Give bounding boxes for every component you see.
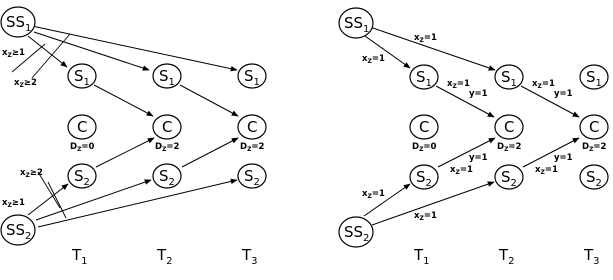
svg-text:S2: $S_2$ bbox=[159, 167, 175, 188]
svg-text:S2: $S_2$ bbox=[501, 168, 517, 189]
svg-text:C: C bbox=[589, 118, 600, 136]
label-cut-bottom-1: $x_Z\ge 2$ bbox=[20, 168, 43, 179]
label-cut-top-2: $x_Z\ge 2$ bbox=[14, 78, 37, 89]
svg-text:C: C bbox=[162, 118, 173, 136]
node-s1-t1 bbox=[410, 65, 438, 89]
edge-s1-c-t2 bbox=[94, 85, 153, 116]
label-flow-ss2-t2: $x_Z=1$ bbox=[414, 211, 437, 222]
svg-text:S2: $S_2$ bbox=[244, 167, 260, 188]
node-c-t2 bbox=[153, 115, 181, 139]
node-c-t3 bbox=[580, 115, 608, 139]
node-s1-t1 bbox=[68, 64, 96, 88]
node-s1-t3 bbox=[238, 64, 266, 88]
edge-ss1-s1-t2 bbox=[34, 32, 149, 70]
node-c-t3 bbox=[238, 115, 266, 139]
node-ss2 bbox=[339, 217, 373, 247]
period-label-t1: $T_1$ bbox=[414, 246, 430, 267]
svg-text:C: C bbox=[419, 118, 430, 136]
label-demand-c-t2: $D_Z=2$ bbox=[497, 142, 522, 153]
edge-ss2-s2-t3 bbox=[38, 180, 237, 227]
edge-s2-c-t3 bbox=[182, 138, 238, 167]
svg-text:S1: $S_1$ bbox=[159, 67, 175, 88]
svg-text:SS1: $SS_1$ bbox=[6, 13, 32, 34]
label-demand-c-t1: $D_Z=0$ bbox=[412, 142, 437, 153]
svg-text:SS2: $SS_2$ bbox=[344, 223, 370, 244]
node-ss2 bbox=[1, 215, 35, 245]
svg-text:S1: $S_1$ bbox=[244, 67, 260, 88]
label-flow-s1-c-t3-x: $x_Z=1$ bbox=[532, 79, 555, 90]
period-label-t2: $T_2$ bbox=[157, 246, 173, 267]
period-label-t2: $T_2$ bbox=[499, 246, 515, 267]
node-s2-t2 bbox=[495, 165, 523, 189]
node-s1-t2 bbox=[153, 64, 181, 88]
label-flow-s1-c-t2-y: y=1 bbox=[469, 89, 488, 99]
node-s2-t1 bbox=[68, 164, 96, 188]
svg-text:SS1: $SS_1$ bbox=[344, 14, 370, 35]
node-c-t1 bbox=[410, 115, 438, 139]
label-flow-s1-c-t2-x: $x_Z=1$ bbox=[447, 79, 470, 90]
node-ss1 bbox=[339, 8, 373, 38]
label-cut-top-1: $x_Z\ge 1$ bbox=[2, 48, 25, 59]
label-flow-ss1-t1: $x_Z=1$ bbox=[362, 54, 385, 65]
node-s1-t3 bbox=[580, 65, 608, 89]
label-flow-s2-c-t2-y: y=1 bbox=[469, 153, 488, 163]
node-s2-t3 bbox=[580, 165, 608, 189]
label-flow-ss1-t2: $x_Z=1$ bbox=[414, 33, 437, 44]
node-c-t2 bbox=[495, 115, 523, 139]
period-label-t1: $T_1$ bbox=[72, 246, 88, 267]
label-flow-s2-c-t3-x: $x_Z=1$ bbox=[535, 165, 558, 176]
period-label-t3: $T_3$ bbox=[242, 246, 258, 267]
node-c-t1 bbox=[68, 115, 96, 139]
edge-s2-c-t2 bbox=[96, 138, 154, 167]
left-diagram bbox=[1, 7, 266, 267]
right-diagram bbox=[339, 8, 608, 267]
label-flow-s2-c-t3-y: y=1 bbox=[554, 153, 573, 163]
node-ss1 bbox=[1, 7, 35, 37]
node-s2-t3 bbox=[238, 164, 266, 188]
label-demand-c-t3: $D_Z=2$ bbox=[240, 142, 265, 153]
period-label-t3: $T_3$ bbox=[584, 246, 600, 267]
svg-text:S2: $S_2$ bbox=[416, 168, 432, 189]
svg-text:S1: $S_1$ bbox=[74, 67, 90, 88]
svg-text:SS2: $SS_2$ bbox=[6, 221, 32, 242]
svg-text:S2: $S_2$ bbox=[74, 167, 90, 188]
svg-text:S1: $S_1$ bbox=[586, 68, 602, 89]
cut-mark-top-2 bbox=[32, 34, 70, 78]
label-flow-ss2-t1: $x_Z=1$ bbox=[362, 189, 385, 200]
svg-text:S1: $S_1$ bbox=[416, 68, 432, 89]
label-demand-c-t2: $D_Z=2$ bbox=[155, 142, 180, 153]
node-s2-t2 bbox=[153, 164, 181, 188]
svg-text:C: C bbox=[247, 118, 258, 136]
svg-text:C: C bbox=[77, 118, 88, 136]
label-cut-bottom-2: $x_Z\ge 1$ bbox=[2, 198, 25, 209]
edge-s1-c-t3 bbox=[180, 85, 238, 116]
label-demand-c-t1: $D_Z=0$ bbox=[70, 142, 95, 153]
node-s2-t1 bbox=[410, 165, 438, 189]
svg-text:S2: $S_2$ bbox=[586, 168, 602, 189]
node-s1-t2 bbox=[495, 65, 523, 89]
svg-text:C: C bbox=[504, 118, 515, 136]
label-flow-s2-c-t2-x: $x_Z=1$ bbox=[450, 165, 473, 176]
label-demand-c-t3: $D_Z=2$ bbox=[582, 142, 607, 153]
label-flow-s1-c-t3-y: y=1 bbox=[554, 89, 573, 99]
svg-text:S1: $S_1$ bbox=[501, 68, 517, 89]
